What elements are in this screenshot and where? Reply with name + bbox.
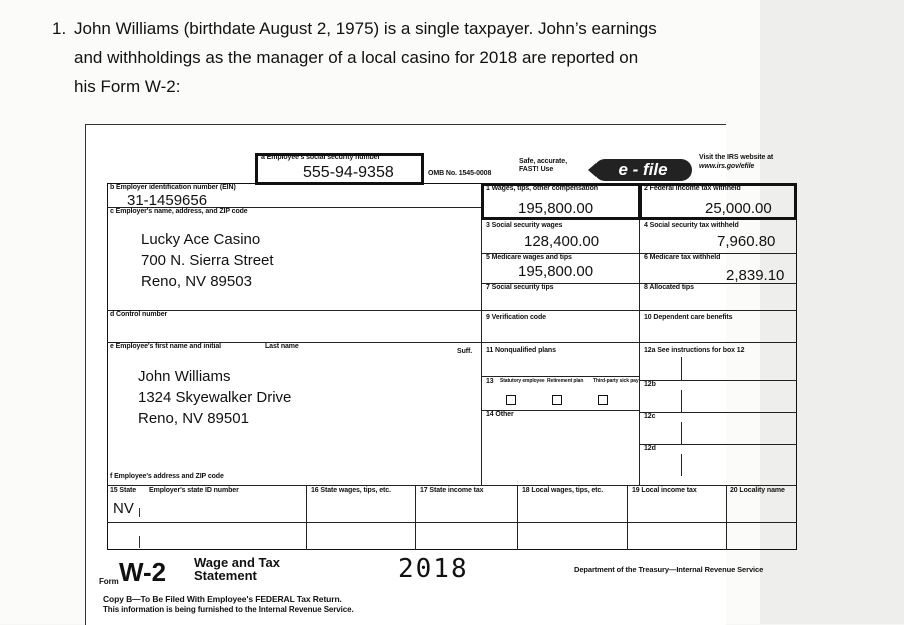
problem-line-2: and withholdings as the manager of a local casino for 2018 are reported on [74, 48, 639, 67]
form-title-line2: Statement [194, 568, 257, 583]
line-12b [639, 380, 797, 381]
box-18-label: 18 Local wages, tips, etc. [522, 487, 604, 494]
line-state-top [107, 485, 797, 486]
irs-url: www.irs.gov/efile [699, 163, 755, 170]
form-year: 2018 [398, 554, 469, 584]
box-16-label: 16 State wages, tips, etc. [311, 487, 391, 494]
problem-text [74, 14, 744, 101]
form-word: Form [99, 577, 119, 586]
box-19-label: 19 Local income tax [632, 487, 697, 494]
w2-footer [99, 550, 797, 620]
box-15-ein-label: Employer's state ID number [149, 487, 239, 494]
omb-number: OMB No. 1545-0008 [428, 170, 492, 177]
box-4-label: 4 Social security tax withheld [644, 222, 739, 229]
box-6-value: 2,839.10 [726, 267, 785, 284]
box-4-value: 7,960.80 [717, 233, 776, 250]
box-e-label: e Employee's first name and initial [110, 343, 221, 350]
suff-label: Suff. [457, 348, 473, 355]
divider-17 [415, 485, 416, 550]
box-14-label: 14 Other [486, 411, 514, 418]
box-6-label: 6 Medicare tax withheld [644, 254, 721, 261]
divider-18 [517, 485, 518, 550]
form-title-line1: Wage and Tax [194, 555, 280, 570]
furnish-line: This information is being furnished to the Internal Revenue Service. [103, 605, 354, 614]
box-1-value: 195,800.00 [518, 200, 594, 217]
copy-b-line: Copy B—To Be Filed With Employee's FEDERAL Tax Return. [103, 594, 342, 604]
w2-form [99, 150, 797, 614]
box-12d-label: 12d [644, 445, 656, 452]
box-10-label: 10 Dependent care benefits [644, 314, 733, 321]
divider-19 [627, 485, 628, 550]
efile-logo: e - file [594, 159, 692, 181]
state-value: NV [113, 500, 134, 517]
box-d-label: d Control number [110, 311, 168, 318]
box-13-statutory-label: Statutory employee [500, 378, 545, 384]
divider-20 [726, 485, 727, 550]
box-11-label: 11 Nonqualified plans [486, 347, 556, 354]
box-12c-label: 12c [644, 413, 656, 420]
statutory-employee-checkbox[interactable] [506, 395, 516, 405]
line-state-mid [107, 522, 797, 523]
box-12a-label: 12a See instructions for box 12 [644, 347, 745, 354]
employee-street: 1324 Skyewalker Drive [138, 389, 292, 406]
box-7-label: 7 Social security tips [486, 284, 554, 291]
box-b-label: b Employer identification number (EIN) [110, 184, 236, 191]
box-a-label: a Employee's social security number [261, 154, 381, 161]
employer-street: 700 N. Sierra Street [141, 252, 274, 269]
irs-visit-label: Visit the IRS website at [699, 154, 774, 161]
box-2-value: 25,000.00 [705, 200, 772, 217]
state-separator-2 [139, 536, 140, 548]
divider-16 [306, 485, 307, 550]
ein-value: 31-1459656 [127, 192, 208, 209]
box-13-label: 13 [486, 378, 494, 385]
box-2-label: 2 Federal income tax withheld [644, 185, 741, 192]
box-12a-divider [681, 357, 682, 380]
third-party-sick-pay-checkbox[interactable] [598, 395, 608, 405]
box-8-label: 8 Allocated tips [644, 284, 694, 291]
problem-line-3: his Form W-2: [74, 77, 181, 96]
problem-line-1: John Williams (birthdate August 2, 1975) is a single taxpayer. John’s earnings [74, 19, 657, 38]
safe-accurate-label: Safe, accurate, FAST! Use [519, 158, 567, 173]
line-d-top [107, 310, 797, 311]
box-3-value: 128,400.00 [524, 233, 600, 250]
line-12c [639, 412, 797, 413]
line-row13 [481, 376, 639, 377]
box-12b-label: 12b [644, 381, 656, 388]
line-12d [639, 444, 797, 445]
box-5-value: 195,800.00 [518, 263, 594, 280]
box-12d-divider [681, 454, 682, 476]
box-12b-divider [681, 390, 682, 412]
box-17-label: 17 State income tax [420, 487, 484, 494]
problem-number: 1. [52, 19, 67, 38]
box-9-label: 9 Verification code [486, 314, 546, 321]
form-name: W-2 [119, 557, 167, 587]
box-15-label: 15 State [110, 487, 137, 494]
state-separator [139, 508, 140, 517]
ssn-value: 555-94-9358 [303, 164, 394, 181]
box-13-thirdparty-label: Third-party sick pay [593, 378, 639, 384]
box-20-label: 20 Locality name [730, 487, 785, 494]
box-c-label: c Employer's name, address, and ZIP code [110, 208, 248, 215]
last-name-label: Last name [265, 343, 299, 350]
employer-city: Reno, NV 89503 [141, 273, 252, 290]
employer-name: Lucky Ace Casino [141, 231, 261, 248]
box-5-label: 5 Medicare wages and tips [486, 254, 572, 261]
box-f-label: f Employee's address and ZIP code [110, 473, 224, 480]
employee-city: Reno, NV 89501 [138, 410, 249, 427]
employee-name: John Williams [138, 368, 231, 385]
divider-right [639, 183, 640, 485]
box-3-label: 3 Social security wages [486, 222, 563, 229]
dept-treasury: Department of the Treasury—Internal Revenue Service [574, 565, 764, 574]
box-1-label: 1 Wages, tips, other compensation [486, 185, 598, 192]
retirement-plan-checkbox[interactable] [552, 395, 562, 405]
box-13-retirement-label: Retirement plan [547, 378, 584, 384]
divider-center [481, 183, 482, 485]
box-12c-divider [681, 422, 682, 444]
